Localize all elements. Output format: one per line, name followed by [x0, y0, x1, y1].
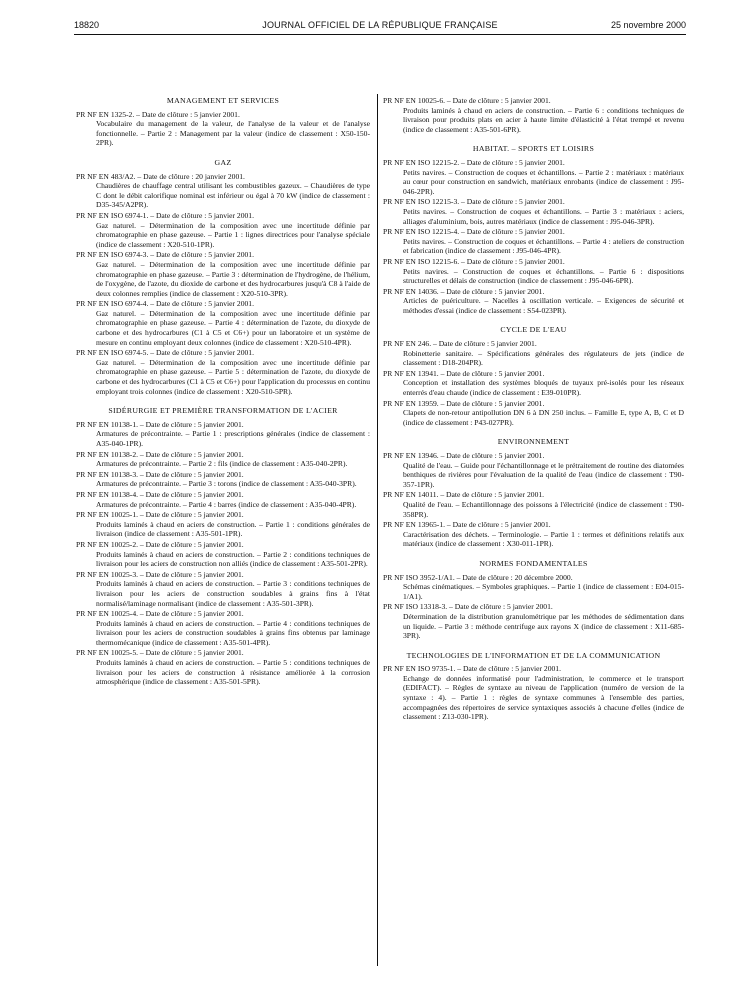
entry-reference: PR NF EN 10138-3. – Date de clôture : 5 janvier 2001. [76, 469, 244, 479]
standard-entry [76, 348, 370, 396]
entry-reference: PR NF EN ISO 6974-4. – Date de clôture : 5 janvier 2001. [76, 299, 255, 309]
section-heading: ENVIRONNEMENT [497, 437, 570, 447]
section-heading: SIDÉRURGIE ET PREMIÈRE TRANSFORMATION DE L'ACIER [108, 406, 338, 416]
entry-description: Produits laminés à chaud en aciers de construction. – Partie 2 : conditions techniques de livraison pour les aciers de construction non alliés (indice de classement : A35-501-2PR). [96, 549, 370, 569]
entry-description: Gaz naturel. – Détermination de la composition avec une incertitude définie par chromatographie en phase gazeuse. – Partie 1 : lignes directrices pour l'analyse spéciale (indice de classement : X20-510-1PR). [96, 220, 370, 249]
standard-entry [76, 420, 370, 449]
entry-reference: PR NF EN ISO 6974-5. – Date de clôture : 5 janvier 2001. [76, 348, 255, 358]
standard-entry [383, 369, 684, 398]
entry-reference: PR NF EN 10138-2. – Date de clôture : 5 janvier 2001. [76, 449, 244, 459]
standard-entry [76, 490, 370, 509]
standard-entry [383, 602, 684, 640]
journal-title: JOURNAL OFFICIEL DE LA RÉPUBLIQUE FRANÇAISE [262, 20, 498, 30]
standard-entry [76, 540, 370, 569]
entry-reference: PR NF EN ISO 6974-3. – Date de clôture : 5 janvier 2001. [76, 250, 255, 260]
standard-entry [76, 450, 370, 469]
entry-reference: PR NF EN ISO 12215-6. – Date de clôture : 5 janvier 2001. [383, 256, 565, 266]
left-column [76, 96, 370, 688]
standard-entry [383, 664, 684, 722]
entry-reference: PR NF EN 14036. – Date de clôture : 5 janvier 2001. [383, 286, 545, 296]
entry-description: Articles de puériculture. – Nacelles à oscillation verticale. – Exigences de sécurité et méthodes d'essai (indice de classement : S54-023PR). [403, 296, 684, 315]
entry-reference: PR NF EN 10025-5. – Date de clôture : 5 janvier 2001. [76, 648, 244, 658]
entry-description: Petits navires. – Construction de coques et échantillons. – Partie 2 : matériaux : matériaux au cœur pour construction en sandwich, matériaux enrobants (indice de classement : J95-046-2PR). [403, 167, 684, 196]
entry-reference: PR NF EN 13959. – Date de clôture : 5 janvier 2001. [383, 398, 545, 408]
entry-description: Gaz naturel. – Détermination de la composition avec une incertitude définie par chromatographie en phase gazeuse. – Partie 5 : détermination de l'azote, du dioxyde de carbone et des hydrocarbures (C1 à C5 et C6+) pour l'application du processus en continu employant trois colonnes (indice de classement : X20-510-5PR). [96, 357, 370, 396]
entry-description: Petits navires. – Construction de coques et échantillons. – Partie 3 : matériaux : aciers, alliages d'aluminium, bois, autres matériaux (indice de classement : J95-046-3PR). [403, 206, 684, 226]
entry-reference: PR NF EN ISO 6974-1. – Date de clôture : 5 janvier 2001. [76, 210, 255, 220]
entry-description: Robinetterie sanitaire. – Spécifications générales des régulateurs de jets (indice de classement : D18-204PR). [403, 348, 684, 368]
entry-reference: PR NF EN 246. – Date de clôture : 5 janvier 2001. [383, 339, 537, 349]
standard-entry [76, 250, 370, 298]
standard-entry [383, 96, 684, 134]
standard-entry [383, 451, 684, 489]
standard-entry [76, 172, 370, 210]
section-heading: HABITAT. – SPORTS ET LOISIRS [472, 144, 595, 154]
entry-description: Produits laminés à chaud en aciers de construction. – Partie 6 : conditions techniques de livraison pour produits plats en acier à haute limite d'élasticité à l'état trempé et revenu (indice de classement : A35-501-6PR). [403, 105, 684, 134]
standard-entry [76, 510, 370, 539]
entry-description: Produits laminés à chaud en aciers de construction. – Partie 3 : conditions techniques de livraison pour les aciers de construction soudables à grains fins à l'état normalisé/laminage normalisant (indice de classement : A35-501-3PR). [96, 579, 370, 608]
entry-description: Produits laminés à chaud en aciers de construction. – Partie 5 : conditions techniques de livraison pour les aciers de construction à résistance améliorée à la corrosion atmosphérique (indice de classement : A35-501-5PR). [96, 658, 370, 687]
entry-reference: PR NF EN ISO 12215-3. – Date de clôture : 5 janvier 2001. [383, 197, 565, 207]
entry-description: Chaudières de chauffage central utilisant les combustibles gazeux. – Chaudières de type C dont le débit calorifique nominal est inférieur ou égal à 70 kW (indice de classement : D35-345/A2PR). [96, 181, 370, 210]
entry-description: Clapets de non-retour antipollution DN 6 à DN 250 inclus. – Famille E, type A, B, C et D (indice de classement : P43-027PR). [403, 408, 684, 427]
page-number: 18820 [74, 20, 100, 30]
entry-description: Armatures de précontrainte. – Partie 3 : torons (indice de classement : A35-040-3PR). [96, 479, 357, 489]
entry-description: Qualité de l'eau. – Guide pour l'échantillonnage et le prétraitement de routine des diatomées benthiques de rivières pour l'évaluation de la qualité de l'eau (indice de classement : T90-357-1PR). [403, 460, 684, 489]
entry-reference: PR NF EN 10025-4. – Date de clôture : 5 janvier 2001. [76, 609, 244, 619]
standard-entry [383, 490, 684, 519]
standard-entry [76, 570, 370, 608]
entry-reference: PR NF EN 10138-4. – Date de clôture : 5 janvier 2001. [76, 489, 244, 499]
entry-description: Gaz naturel. – Détermination de la composition avec une incertitude définie par chromatographie en phase gazeuse. – Partie 4 : détermination de l'azote, du dioxyde de carbone et des hydrocarbures (C1 à C5 et C6+) pour un laboratoire et un système de mesure en continu employant deux colonnes (indice de classement : X20-510-4PR). [96, 308, 370, 347]
entry-reference: PR NF EN 10025-3. – Date de clôture : 5 janvier 2001. [76, 569, 244, 579]
standard-entry [383, 339, 684, 368]
entry-reference: PR NF EN 10025-1. – Date de clôture : 5 janvier 2001. [76, 510, 244, 520]
section-heading: NORMES FONDAMENTALES [479, 558, 588, 568]
column-divider [377, 94, 378, 966]
standard-entry [383, 287, 684, 316]
standard-entry [76, 110, 370, 148]
right-column [383, 96, 684, 723]
standard-entry [76, 211, 370, 249]
entry-reference: PR NF ISO 3952-1/A1. – Date de clôture : 20 décembre 2000. [383, 572, 573, 582]
entry-description: Produits laminés à chaud en aciers de construction. – Partie 1 : conditions générales de livraison (indice de classement : A35-501-1PR). [96, 519, 370, 539]
standard-entry [76, 299, 370, 347]
entry-description: Qualité de l'eau. – Echantillonnage des poissons à l'électricité (indice de classement : T90-358PR). [403, 499, 684, 519]
section-heading: TECHNOLOGIES DE L'INFORMATION ET DE LA COMMUNICATION [406, 650, 661, 660]
entry-reference: PR NF EN 13946. – Date de clôture : 5 janvier 2001. [383, 451, 545, 460]
entry-description: Schémas cinématiques. – Symboles graphiques. – Partie 1 (indice de classement : E04-015-1/A1). [403, 582, 684, 601]
standard-entry [76, 470, 370, 489]
entry-description: Petits navires. – Construction de coques et échantillons. – Partie 6 : dispositions structurelles et délais de construction (indice de classement : J95-046-6PR). [403, 266, 684, 286]
entry-description: Vocabulaire du management de la valeur, de l'analyse de la valeur et de l'analyse fonctionnelle. – Partie 2 : Management par la valeur (indice de classement : X50-150-2PR). [96, 119, 370, 148]
standard-entry [383, 158, 684, 196]
section-heading: GAZ [214, 157, 232, 167]
entry-description: Caractérisation des déchets. – Terminologie. – Partie 1 : termes et définitions relatifs aux matériaux (indice de classement : X30-011-1PR). [403, 529, 684, 549]
entry-description: Armatures de précontrainte. – Partie 1 : prescriptions générales (indice de classement : A35-040-1PR). [96, 429, 370, 448]
entry-reference: PR NF EN 10025-6. – Date de clôture : 5 janvier 2001. [383, 96, 551, 105]
standard-entry [383, 520, 684, 549]
entry-reference: PR NF EN 10138-1. – Date de clôture : 5 janvier 2001. [76, 419, 244, 429]
entry-reference: PR NF EN ISO 12215-2. – Date de clôture : 5 janvier 2001. [383, 157, 565, 167]
entry-description: Détermination de la distribution granulométrique par les méthodes de sédimentation dans un liquide. – Partie 3 : méthode centrifuge aux rayons X (indice de classement : X11-685-3PR). [403, 611, 684, 641]
standard-entry [383, 227, 684, 256]
standard-entry [383, 573, 684, 602]
standard-entry [76, 648, 370, 686]
standard-entry [383, 197, 684, 226]
section-heading: MANAGEMENT ET SERVICES [166, 96, 280, 105]
entry-description: Petits navires. – Construction de coques et échantillons. – Partie 4 : ateliers de construction et fabrication (indice de classement : J95-046-4PR). [403, 236, 684, 256]
entry-description: Produits laminés à chaud en aciers de construction. – Partie 4 : conditions techniques de livraison pour les aciers de construction soudables à grains fins obtenus par laminage thermomécanique (indice de classement : A35-501-4PR). [96, 618, 370, 647]
header-rule [74, 34, 686, 35]
entry-reference: PR NF EN 13941. – Date de clôture : 5 janvier 2001. [383, 368, 545, 378]
entry-reference: PR NF EN ISO 12215-4. – Date de clôture : 5 janvier 2001. [383, 227, 565, 237]
entry-reference: PR NF EN 483/A2. – Date de clôture : 20 janvier 2001. [76, 171, 245, 181]
entry-reference: PR NF EN 13965-1. – Date de clôture : 5 janvier 2001. [383, 520, 551, 530]
entry-reference: PR NF ISO 13318-3. – Date de clôture : 5 janvier 2001. [383, 602, 553, 612]
entry-description: Echange de données informatisé pour l'administration, le commerce et le transport (EDIFACT). – Règles de syntaxe au niveau de l'application (numéro de version de la syntaxe : 4). – Partie 1 : règles de syntaxe communes à l'ensemble des parties, accompagnées des répertoires de service syntaxiques associés à chacune d'elles (indice de classement : Z13-030-1PR). [403, 673, 684, 722]
page-header [74, 20, 686, 34]
entry-reference: PR NF EN 10025-2. – Date de clôture : 5 janvier 2001. [76, 539, 244, 549]
section-heading: CYCLE DE L'EAU [500, 325, 567, 335]
entry-reference: PR NF EN ISO 9735-1. – Date de clôture : 5 janvier 2001. [383, 664, 562, 674]
entry-reference: PR NF EN 1325-2. – Date de clôture : 5 janvier 2001. [76, 109, 240, 119]
issue-date: 25 novembre 2000 [610, 20, 686, 30]
standard-entry [383, 257, 684, 286]
standard-entry [76, 609, 370, 647]
entry-description: Gaz naturel. – Détermination de la composition avec une incertitude définie par chromatographie en phase gazeuse. – Partie 3 : détermination de l'hydrogène, de l'hélium, de l'oxygène, de l'azote, du dioxide de carbone et des hydrocarbures jusqu'à C8 à l'aide de deux colonnes remplies (indice de classement : X20-510-3PR). [96, 259, 370, 298]
entry-description: Conception et installation des systèmes bloqués de tuyaux pré-isolés pour les réseaux enterrés d'eau chaude (indice de classement : E39-010PR). [403, 378, 684, 398]
entry-description: Armatures de précontrainte. – Partie 2 : fils (indice de classement : A35-040-2PR). [96, 459, 348, 469]
standard-entry [383, 399, 684, 428]
entry-reference: PR NF EN 14011. – Date de clôture : 5 janvier 2001. [383, 490, 545, 500]
entry-description: Armatures de précontrainte. – Partie 4 : barres (indice de classement : A35-040-4PR). [96, 499, 357, 509]
